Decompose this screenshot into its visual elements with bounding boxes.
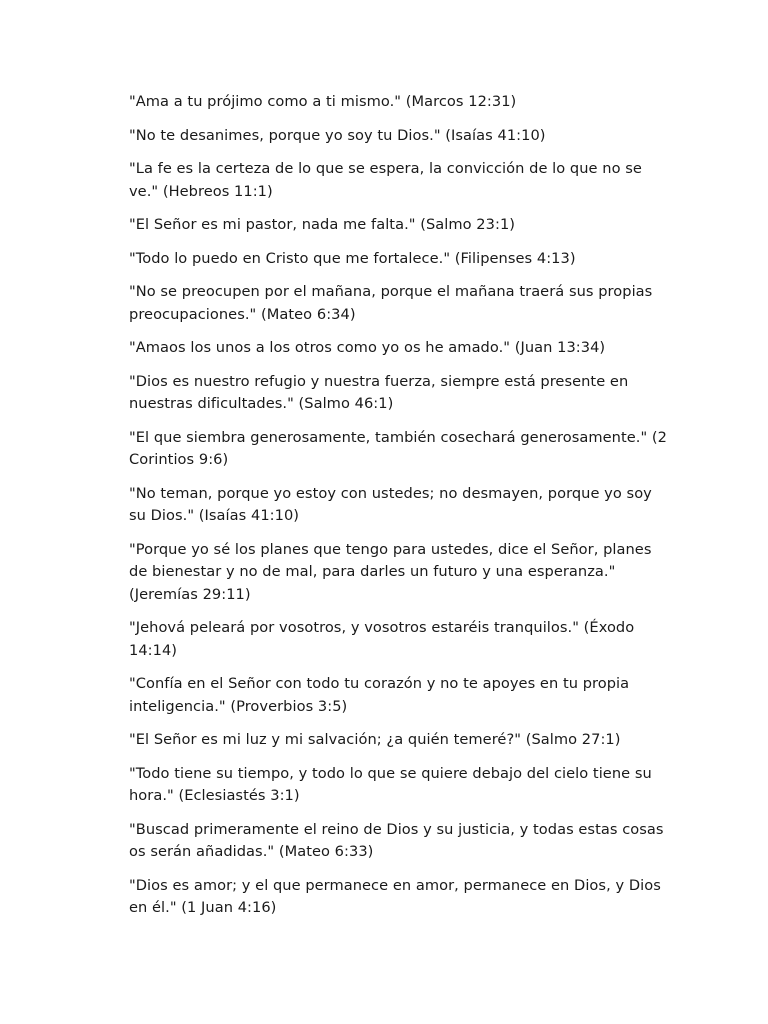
verse-item: "Jehová peleará por vosotros, y vosotros estaréis tranquilos." (Éxodo 14:14) bbox=[129, 619, 635, 659]
verse-list bbox=[129, 91, 669, 931]
verse-item: "No te desanimes, porque yo soy tu Dios." (Isaías 41:10) bbox=[129, 126, 546, 144]
verse-item: "Ama a tu prójimo como a ti mismo." (Marcos 12:31) bbox=[129, 93, 517, 110]
verse-item: "El Señor es mi luz y mi salvación; ¿a quién temeré?" (Salmo 27:1) bbox=[129, 731, 621, 748]
verse-item: "Amaos los unos a los otros como yo os he amado." (Juan 13:34) bbox=[129, 339, 606, 356]
verse-item: "Porque yo sé los planes que tengo para ustedes, dice el Señor, planes de bienestar y no de mal, para darles un futuro y una esperanza." (Jeremías 29:11) bbox=[129, 540, 652, 603]
verse-item: "Buscad primeramente el reino de Dios y su justicia, y todas estas cosas os serán añadidas." (Mateo 6:33) bbox=[129, 820, 664, 860]
verse-item: "El Señor es mi pastor, nada me falta." (Salmo 23:1) bbox=[129, 216, 516, 233]
verse-item: "La fe es la certeza de lo que se espera, la convicción de lo que no se ve." (Hebreos 11:1) bbox=[129, 160, 642, 200]
verse-item: "Todo lo puedo en Cristo que me fortalece." (Filipenses 4:13) bbox=[129, 249, 576, 267]
verse-item: "No teman, porque yo estoy con ustedes; no desmayen, porque yo soy su Dios." (Isaías 41:10) bbox=[129, 484, 652, 524]
verse-item: "Todo tiene su tiempo, y todo lo que se quiere debajo del cielo tiene su hora." (Eclesiastés 3:1) bbox=[129, 764, 652, 804]
verse-item: "Dios es amor; y el que permanece en amor, permanece en Dios, y Dios en él." (1 Juan 4:16) bbox=[129, 876, 661, 916]
verse-item: "Dios es nuestro refugio y nuestra fuerza, siempre está presente en nuestras dificultades." (Salmo 46:1) bbox=[129, 372, 629, 412]
verse-item: "No se preocupen por el mañana, porque el mañana traerá sus propias preocupaciones." (Mateo 6:34) bbox=[129, 283, 653, 323]
verse-item: "Confía en el Señor con todo tu corazón y no te apoyes en tu propia inteligencia." (Proverbios 3:5) bbox=[129, 675, 630, 715]
verse-item: "El que siembra generosamente, también cosechará generosamente." (2 Corintios 9:6) bbox=[129, 428, 667, 468]
